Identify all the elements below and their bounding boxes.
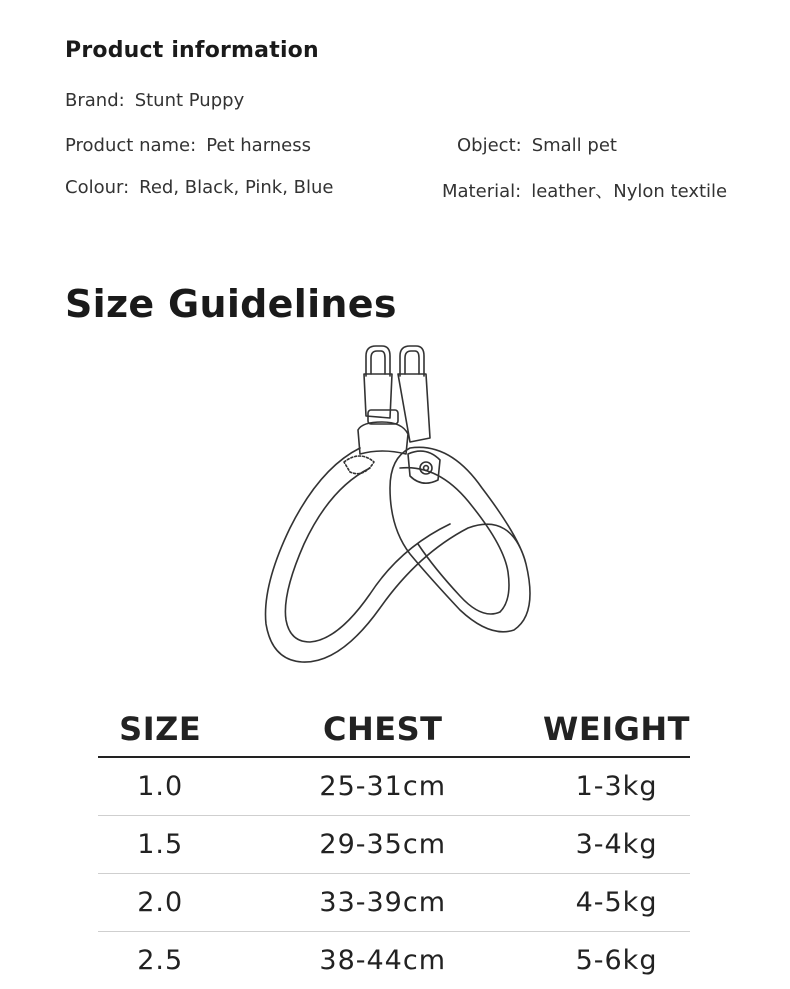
- object-label: Object:: [457, 135, 522, 156]
- product-info-title: Product information: [65, 38, 319, 63]
- table-row: [98, 874, 690, 932]
- size-cell: 2.5: [98, 932, 222, 989]
- table-row: [98, 816, 690, 874]
- size-cell: 1.5: [98, 816, 222, 874]
- weight-cell: 5-6kg: [543, 932, 690, 989]
- size-cell: 2.0: [98, 874, 222, 932]
- colour-value: Red, Black, Pink, Blue: [139, 177, 333, 198]
- size-table-header: [98, 702, 690, 757]
- weight-cell: 4-5kg: [543, 874, 690, 932]
- weight-cell: 1-3kg: [543, 757, 690, 816]
- chest-cell: 33-39cm: [222, 874, 543, 932]
- brand-line: [65, 90, 244, 111]
- brand-label: Brand:: [65, 90, 125, 111]
- harness-illustration: [250, 338, 540, 678]
- header-weight: WEIGHT: [543, 702, 690, 757]
- chest-cell: 38-44cm: [222, 932, 543, 989]
- object-value: Small pet: [532, 135, 617, 156]
- product-name-label: Product name:: [65, 135, 196, 156]
- size-guidelines-title: Size Guidelines: [65, 282, 397, 326]
- material-label: Material:: [442, 181, 521, 202]
- colour-line: [65, 177, 334, 198]
- table-row: [98, 757, 690, 816]
- chest-cell: 25-31cm: [222, 757, 543, 816]
- brand-value: Stunt Puppy: [135, 90, 245, 111]
- weight-cell: 3-4kg: [543, 816, 690, 874]
- product-name-value: Pet harness: [206, 135, 311, 156]
- size-cell: 1.0: [98, 757, 222, 816]
- header-size: SIZE: [98, 702, 222, 757]
- header-chest: CHEST: [222, 702, 543, 757]
- product-name-line: [65, 135, 311, 156]
- table-row: [98, 932, 690, 989]
- material-line: [442, 177, 727, 203]
- material-value: leather、Nylon textile: [531, 181, 727, 202]
- object-line: [457, 135, 617, 156]
- size-table: [98, 702, 690, 989]
- chest-cell: 29-35cm: [222, 816, 543, 874]
- colour-label: Colour:: [65, 177, 129, 198]
